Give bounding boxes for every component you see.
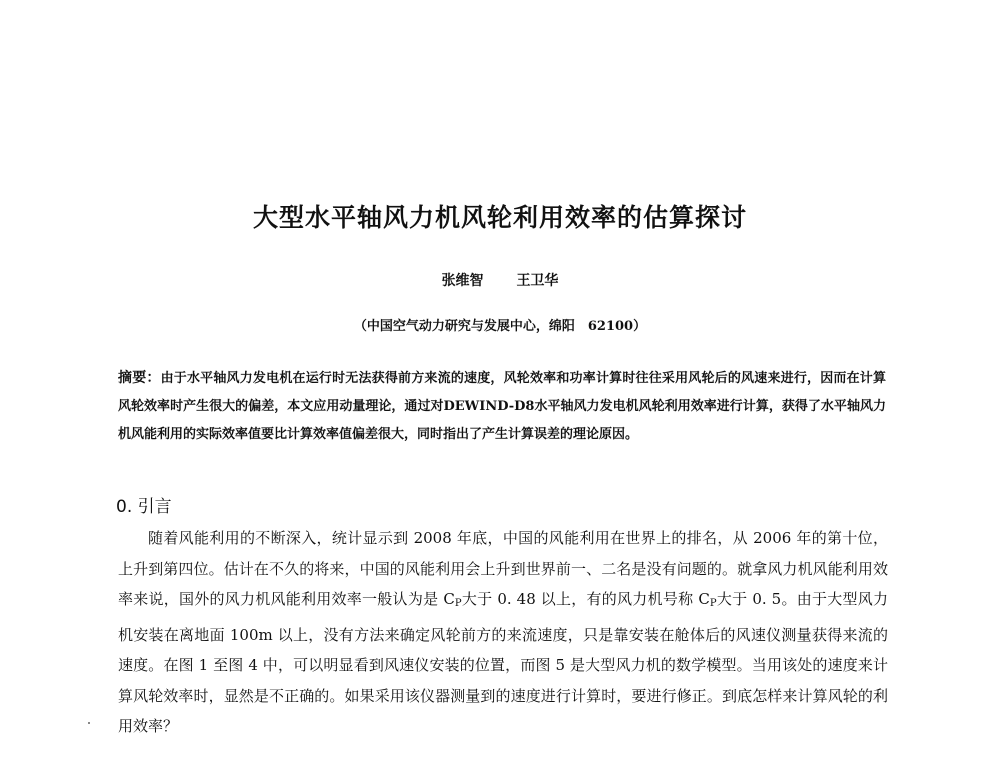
abstract xyxy=(118,364,886,449)
paragraph-part-3: 大于 0. 5。由于大型风力机安装在离地面 100m 以上，没有方法来确定风轮前方的来流速度，只是靠安装在舱体后的风速仪测量获得来流的速度。在图 1 至图 4 中，可以明显看到风速仪安装的位置，而图 5 是大型风力机的数学模型。当用该处的速度来计算风轮效率时，显然是不正确的。如果采用该仪器测量到的速度进行计算时，要进行修正。到底怎样来计算风轮的利用效率？ xyxy=(118,590,888,735)
body-paragraph xyxy=(118,523,888,742)
paper-title: 大型水平轴风力机风轮利用效率的估算探讨 xyxy=(252,203,747,232)
scan-speck xyxy=(88,722,90,724)
paragraph-part-2: 大于 0. 48 以上，有的风力机号称 C xyxy=(461,590,710,608)
section-heading: 0. 引言 xyxy=(116,497,172,517)
author-name: 王卫华 xyxy=(516,273,559,289)
paragraph-part-1: 随着风能利用的不断深入，统计显示到 2008 年底，中国的风能利用在世界上的排名，从 2006 年的第十位，上升到第四位。估计在不久的将来，中国的风能利用会上升到世界前一、二名是没有问题的。就拿风力机风能利用效率来说，国外的风力机风能利用效率一般认为是 C xyxy=(118,529,888,608)
author-name: 张维智 xyxy=(441,273,484,289)
subscript-p: P xyxy=(709,598,717,609)
affiliation: （中国空气动力研究与发展中心，绵阳 62100） xyxy=(353,319,647,334)
author-list xyxy=(0,270,1000,290)
subscript-p: P xyxy=(454,598,462,609)
abstract-label: 摘要： xyxy=(118,370,161,386)
abstract-text: 由于水平轴风力发电机在运行时无法获得前方来流的速度，风轮效率和功率计算时往往采用风轮后的风速来进行，因而在计算风轮效率时产生很大的偏差，本文应用动量理论，通过对DEWIND-D8水平轴风力发电机风轮利用效率进行计算，获得了水平轴风力机风能利用的实际效率值要比计算效率值偏差很大，同时指出了产生计算误差的理论原因。 xyxy=(118,371,886,442)
